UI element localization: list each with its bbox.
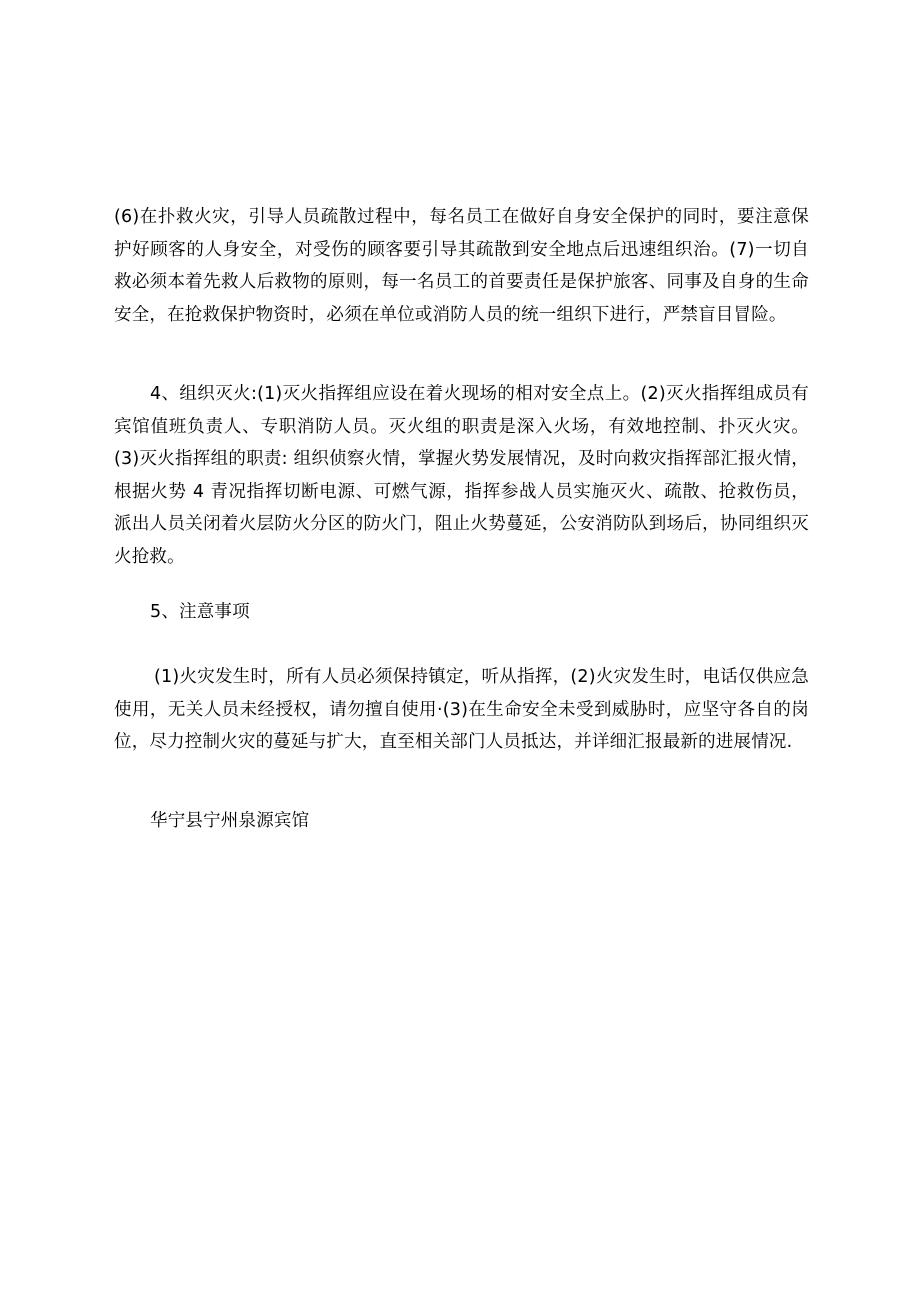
section-5-heading: 5、注意事项 bbox=[150, 602, 250, 622]
paragraph-notes: (1)火灾发生时，所有人员必须保持镇定，听从指挥，(2)火灾发生时，电话仅供应急使用，无关人员未经授权，请勿擅自使用·(3)在生命安全未受到威胁时，应坚守各自的岗位，尽力控制火灾的蔓延与扩大，直至相关部门人员抵达，并详细汇报最新的进展情况. bbox=[114, 667, 809, 752]
paragraph-section-4-fire-fighting: 4、组织灭火:(1)灭火指挥组应设在着火现场的相对安全点上。(2)灭火指挥组成员有宾馆值班负责人、专职消防人员。灭火组的职责是深入火场，有效地控制、扑灭火灾。(3)灭火指挥组的职责: 组织侦察火情，掌握火势发展情况，及时向救灾指挥部汇报火情，根据火势 4 青况指挥切断电源、可燃气源，指挥参战人员实施灭火、疏散、抢救伤员，派出人员关闭着火层防火分区的防火门，阻止火势蔓延，公安消防队到场后，协同组织灭火抢救。 bbox=[114, 384, 809, 567]
paragraph-item-6: (6)在扑救火灾，引导人员疏散过程中，每名员工在做好自身安全保护的同时，要注意保护好顾客的人身安全，对受伤的顾客要引导其疏散到安全地点后迅速组织治。(7)一切自救必须本着先救人后救物的原则，每一名员工的首要责任是保护旅客、同事及自身的生命安全，在抢救保护物资时，必须在单位或消防人员的统一组织下进行，严禁盲目冒险。 bbox=[114, 207, 809, 325]
signature-hotel-name: 华宁县宁州泉源宾馆 bbox=[150, 811, 310, 831]
